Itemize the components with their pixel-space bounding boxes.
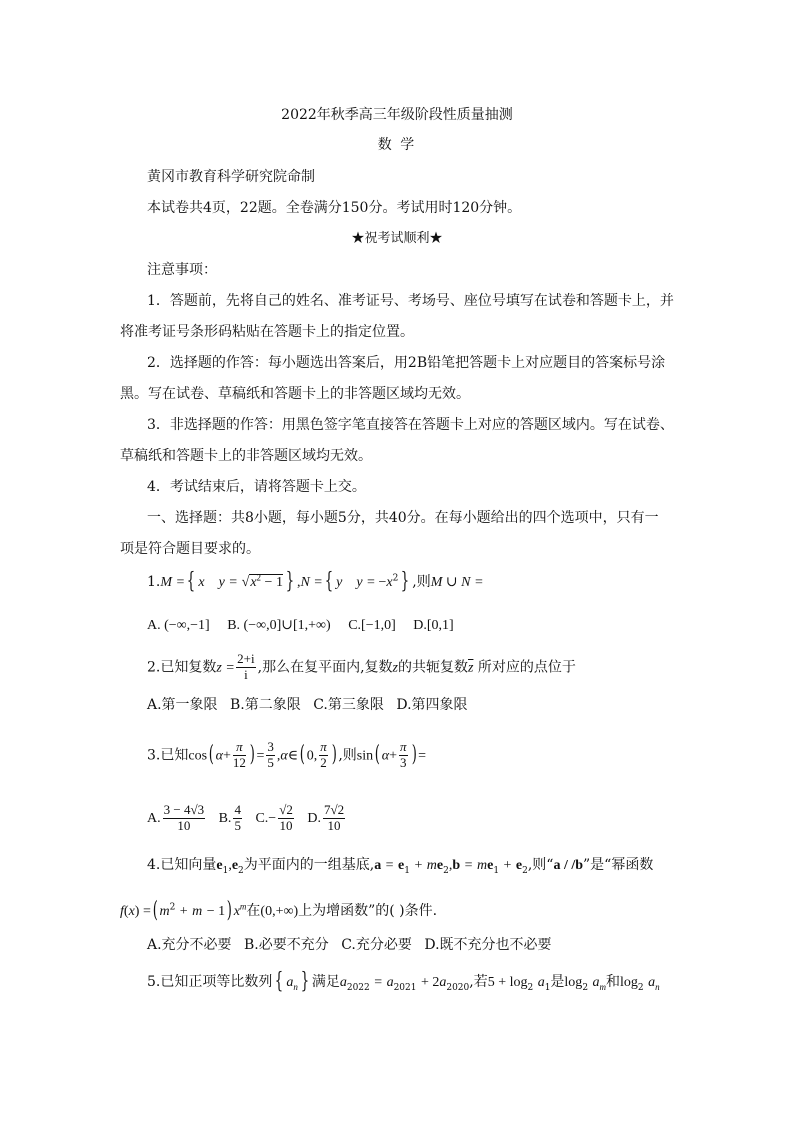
note-2-line-1: 2．选择题的作答：每小题选出答案后，用2B铅笔把答题卡上对应题目的答案标号涂	[147, 355, 666, 371]
subject-title: 数 学	[377, 137, 417, 153]
blessing-text: ★祝考试顺利★	[351, 231, 443, 246]
note-3-line-2: 草稿纸和答题卡上的非答题区域均无效。	[120, 448, 372, 464]
question-3: 3.已知cos( α+ $\frac{\pi}{12}$ ) = $\frac{3}{5}$ ,α∈( 0, $\frac{\pi}{2}$ ) ,则sin( α+ $\frac{\pi}{3}$ ) =	[147, 739, 426, 770]
question-4-line-2: f(x) =( $m^2 + m - 1$) $x^m$在(0,+∞)上为增函数”的( )条件.	[120, 898, 438, 923]
note-2-line-2: 黑。写在试卷、草稿纸和答题卡上的非答题区域均无效。	[120, 386, 470, 402]
q2-options	[147, 698, 468, 712]
q3-option-c[interactable]: C.− $\frac{√2}{10}$	[255, 802, 293, 833]
q4-option-c[interactable]: C.充分必要	[341, 937, 412, 953]
q2-option-b[interactable]: B.第二象限	[230, 697, 301, 713]
issuer-text: 黄冈市教育科学研究院命制	[147, 169, 315, 185]
q1-option-b[interactable]: B. (−∞,0]∪[1,+∞)	[227, 618, 331, 633]
q1-option-a[interactable]: A. (−∞,−1]	[147, 618, 210, 633]
section-intro-line-2: 项是符合题目要求的。	[120, 541, 260, 557]
question-1: 1.M = { x $y = √x^2 - 1$ } ,N = { y $y = -x^2$ } ,则M ∪ N =	[147, 569, 483, 594]
q4-option-a[interactable]: A.充分不必要	[147, 937, 232, 953]
note-1-line-1: 1．答题前，先将自己的姓名、准考证号、考场号、座位号填写在试卷和答题卡上，并	[147, 293, 674, 309]
notes-heading: 注意事项：	[147, 262, 217, 278]
question-2: 2.已知复数z = $\frac{2+i}{i}$ ,那么在复平面内,复数z的共轭复数$\overline{z}$ 所对应的点位于	[147, 651, 576, 682]
q1-option-d[interactable]: D.[0,1]	[413, 618, 454, 633]
q3-option-a[interactable]: A. $\frac{3 - 4√3}{10}$	[147, 802, 205, 833]
q3-options	[147, 803, 347, 834]
exam-title: 2022年秋季高三年级阶段性质量抽测	[281, 107, 513, 123]
q4-option-b[interactable]: B.必要不充分	[244, 937, 329, 953]
question-5-line-1: 5.已知正项等比数列 { $a_n$ } 满足$a_{2022} = a_{2021} + 2a_{2020}$,若$5 + \log_2 a_1$是$\log_2 a_m$和$\log_2 a_n$	[147, 969, 660, 994]
q4-options	[147, 938, 552, 952]
q2-option-a[interactable]: A.第一象限	[147, 697, 218, 713]
q4-option-d[interactable]: D.既不充分也不必要	[424, 937, 552, 953]
note-4: 4．考试结束后，请将答题卡上交。	[147, 479, 366, 495]
q1-option-c[interactable]: C.[−1,0]	[348, 618, 396, 633]
exam-info: 本试卷共4页，22题。全卷满分150分。考试用时120分钟。	[147, 200, 522, 216]
q3-option-b[interactable]: B. $\frac{4}{5}$	[218, 802, 241, 833]
section-intro-line-1: 一、选择题：共8小题，每小题5分，共40分。在每小题给出的四个选项中，只有一	[147, 510, 659, 526]
question-4-line-1: 4.已知向量$e_1,e_2$为平面内的一组基底$,a = e_1 + me_2,b = me_1 + e_2$,则“a / /b”是“幂函数	[147, 857, 654, 876]
q2-option-d[interactable]: D.第四象限	[396, 697, 468, 713]
q1-options	[147, 619, 454, 633]
q3-option-d[interactable]: D. $\frac{7√2}{10}$	[307, 802, 345, 833]
q2-option-c[interactable]: C.第三象限	[313, 697, 384, 713]
note-1-line-2: 将准考证号条形码粘贴在答题卡上的指定位置。	[120, 324, 414, 340]
note-3-line-1: 3．非选择题的作答：用黑色签字笔直接答在答题卡上对应的答题区域内。写在试卷、	[147, 417, 674, 433]
